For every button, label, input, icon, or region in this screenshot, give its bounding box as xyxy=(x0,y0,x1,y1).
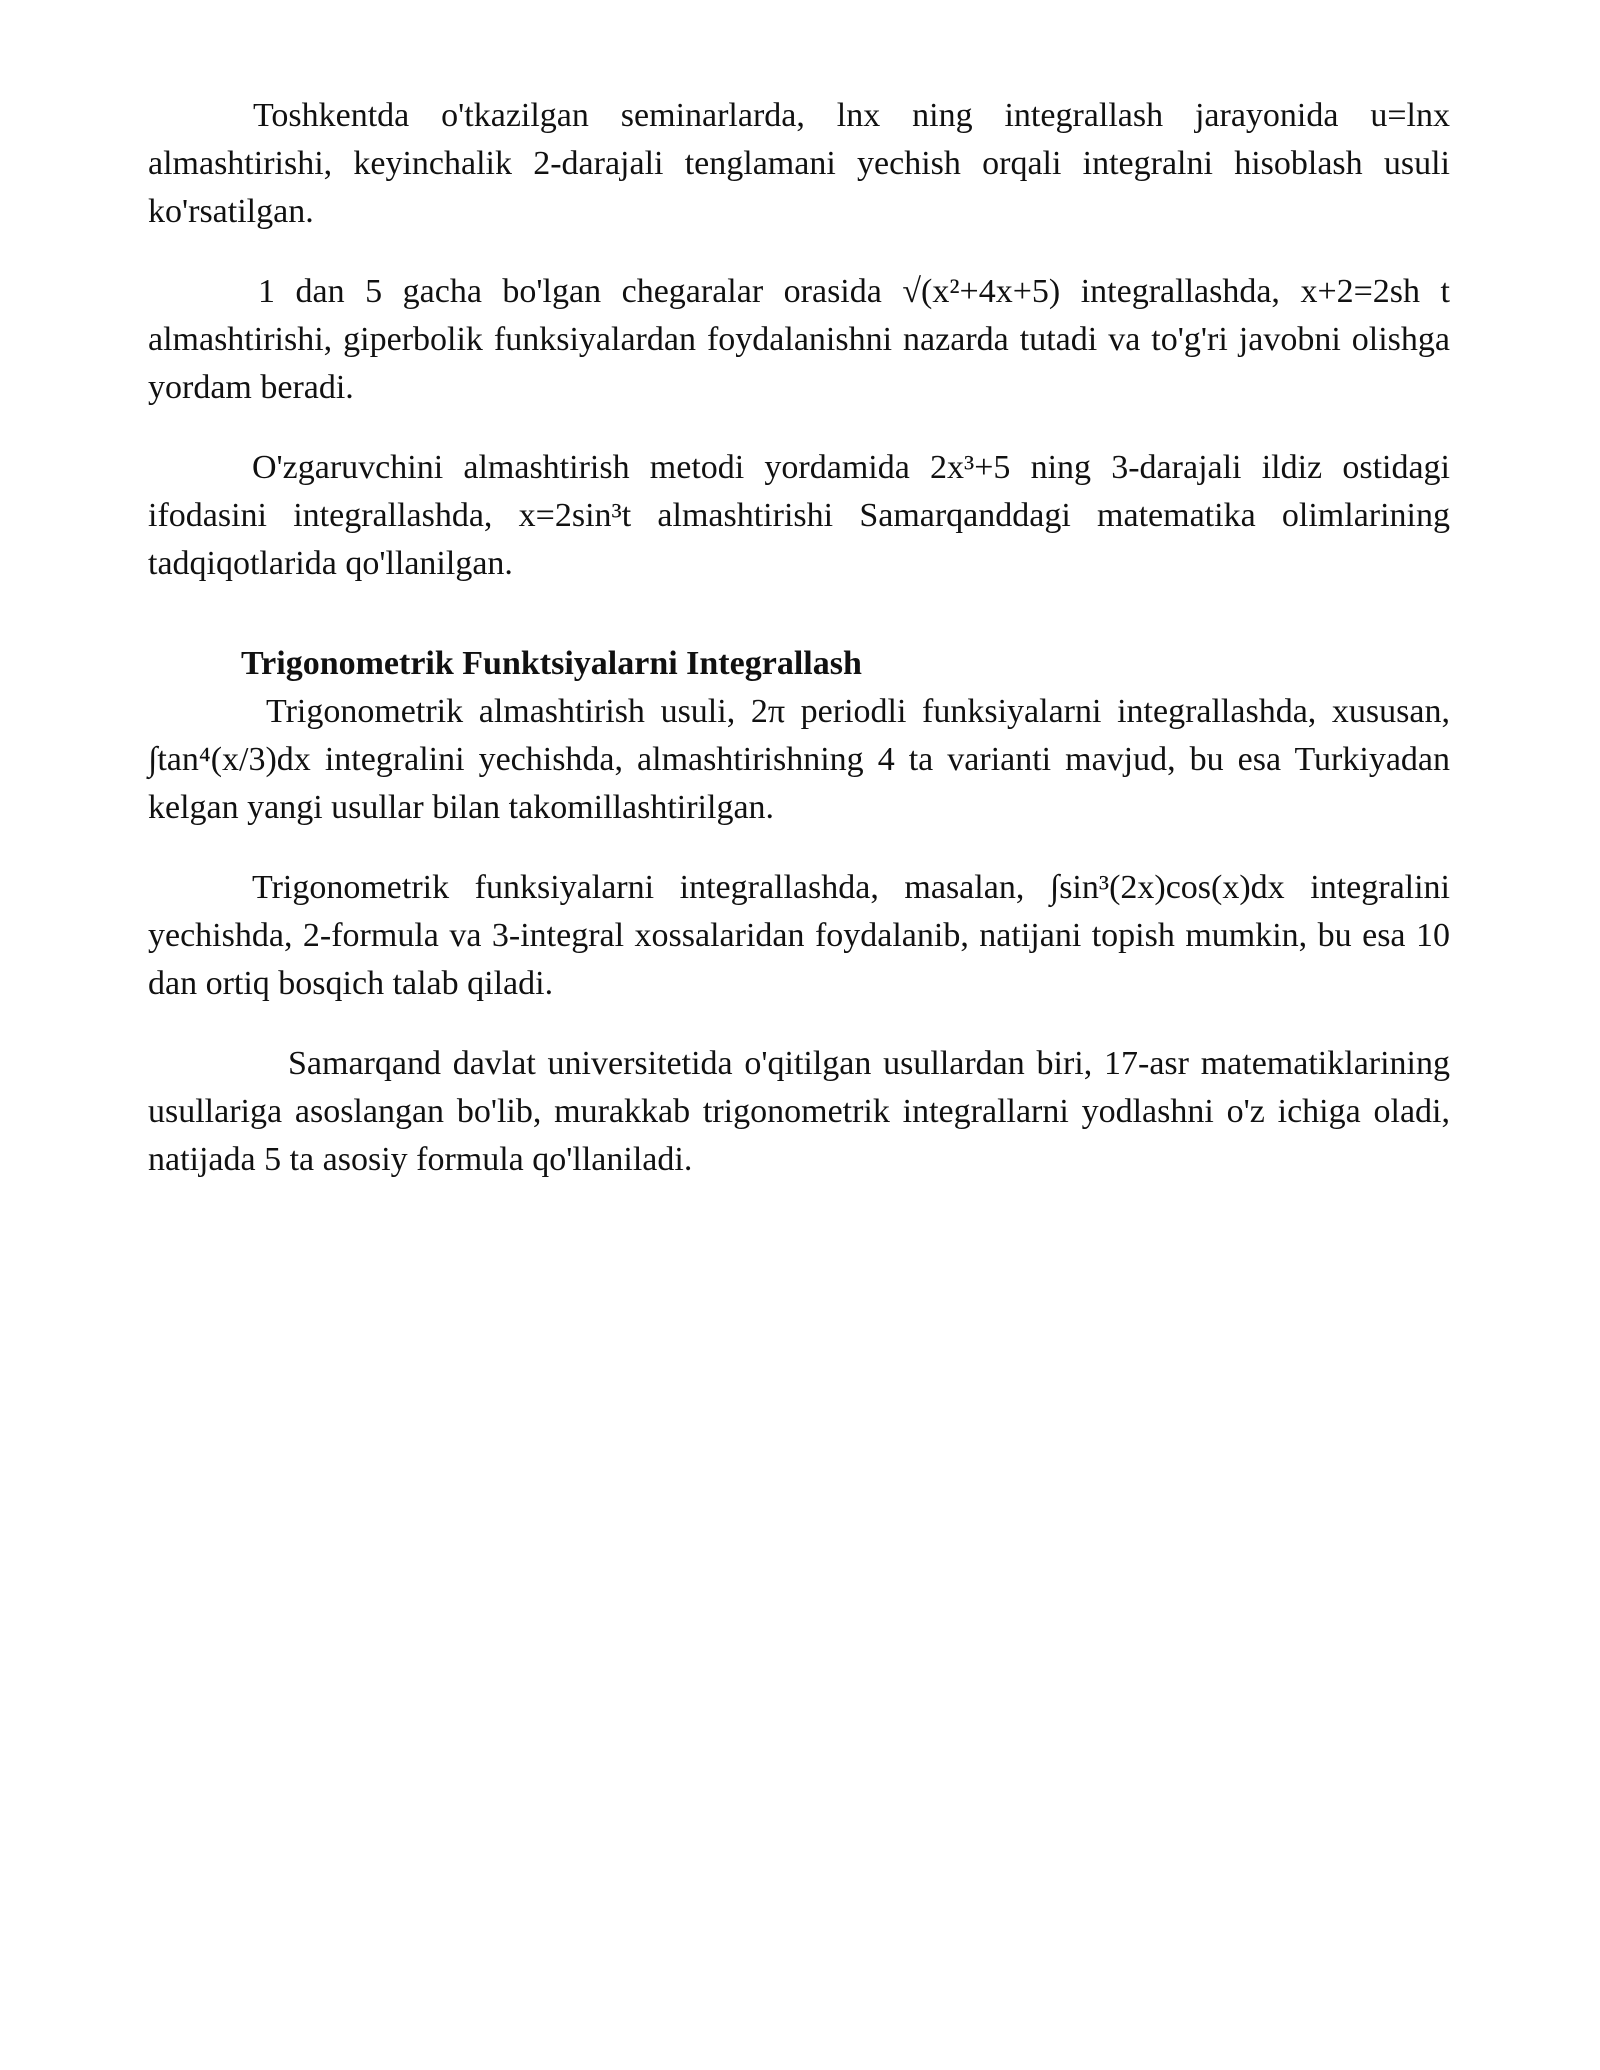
document-page xyxy=(148,92,1450,1216)
paragraph-variable-substitution: O'zgaruvchini almashtirish metodi yordamida 2x³+5 ning 3-darajali ildiz ostidagi ifodasini integrallashda, x=2sin³t almashtirishi Samarqanddagi matematika olimlarining tadqiqotlarida qo'llanilgan. xyxy=(148,449,1450,582)
paragraph-hyperbolic-substitution: 1 dan 5 gacha bo'lgan chegaralar orasida √(x²+4x+5) integrallashda, x+2=2sh t almashtirishi, giperbolik funksiyalardan foydalanishni nazarda tutadi va to'g'ri javobni olishga yordam beradi. xyxy=(148,273,1450,406)
paragraph-trig-integration-example: Trigonometrik funksiyalarni integrallashda, masalan, ∫sin³(2x)cos(x)dx integralini yechishda, 2-formula va 3-integral xossalaridan foydalanib, natijani topish mumkin, bu esa 10 dan ortiq bosqich talab qiladi. xyxy=(148,869,1450,1002)
paragraph-lnx-substitution: Toshkentda o'tkazilgan seminarlarda, lnx ning integrallash jarayonida u=lnx almashtirishi, keyinchalik 2-darajali tenglamani yechish orqali integralni hisoblash usuli ko'rsatilgan. xyxy=(148,97,1450,230)
section-heading: Trigonometrik Funktsiyalarni Integrallash xyxy=(241,645,862,682)
paragraph-samarqand-methods: Samarqand davlat universitetida o'qitilgan usullardan biri, 17-asr matematiklarining usullariga asoslangan bo'lib, murakkab trigonometrik integrallarni yodlashni o'z ichiga oladi, natijada 5 ta asosiy formula qo'llaniladi. xyxy=(148,1045,1450,1178)
paragraph-trig-substitution: Trigonometrik almashtirish usuli, 2π periodli funksiyalarni integrallashda, xususan, ∫tan⁴(x/3)dx integralini yechishda, almashtirishning 4 ta varianti mavjud, bu esa Turkiyadan kelgan yangi usullar bilan takomillashtirilgan. xyxy=(148,693,1450,826)
